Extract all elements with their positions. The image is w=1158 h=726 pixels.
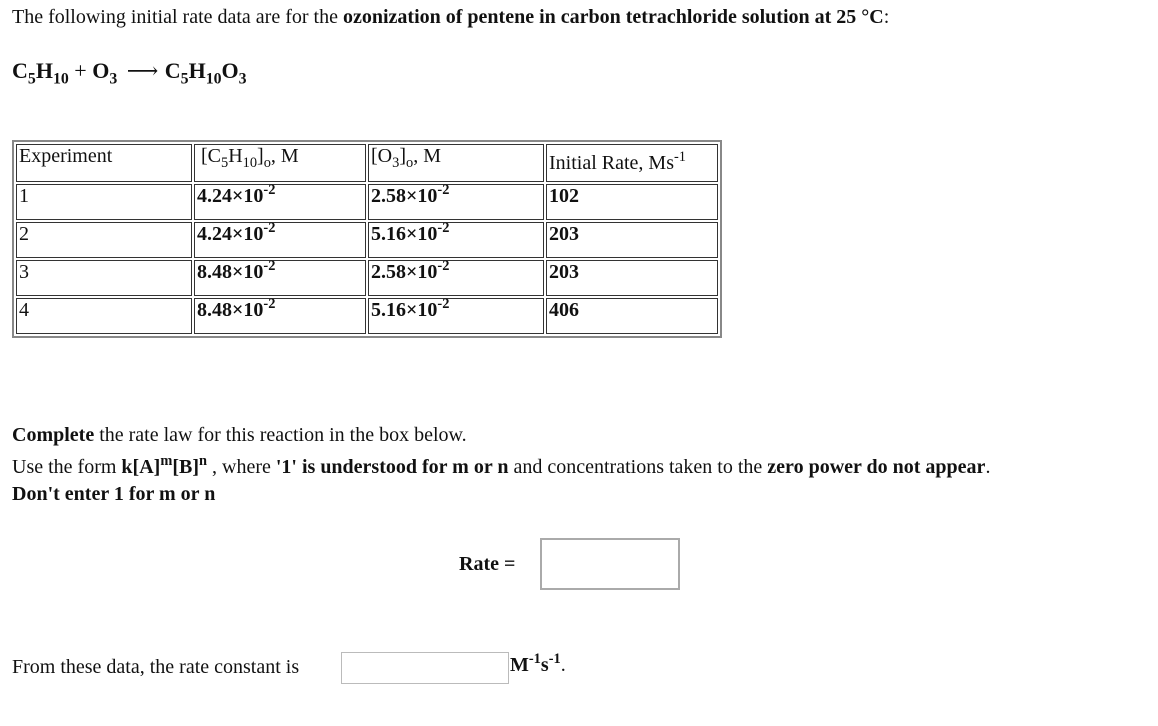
- table-row: [16, 260, 718, 296]
- rate-constant-input[interactable]: [341, 652, 509, 684]
- header-ozone-conc: $[O_3]_o$, M: [368, 144, 544, 182]
- cell-pentene: $4.24\times 10^{-2}$: [194, 184, 366, 220]
- cell-ozone: $5.16\times 10^{-2}$: [368, 222, 544, 258]
- rate-law-form: $k[A]^m[B]^n$: [121, 453, 207, 478]
- rate-label: Rate =: [459, 553, 516, 575]
- cell-rate: 203: [546, 260, 718, 296]
- intro-bold: ozonization of pentene in carbon tetrachloride solution at 25 °C: [342, 6, 884, 28]
- instruction-dont-enter: Don't enter 1 for m or n: [12, 483, 216, 505]
- instruction-form: Use the form $k[A]^m[B]^n$ , where '1' is understood for m or n and concentrations taken to the zero power do not appear.: [12, 453, 991, 478]
- cell-rate: 203: [546, 222, 718, 258]
- cell-rate: 406: [546, 298, 718, 334]
- reactant-ozone: $O_3$: [92, 58, 118, 88]
- table-row: [16, 222, 718, 258]
- table-header-row: [16, 144, 718, 182]
- rate-constant-label: From these data, the rate constant is: [12, 656, 300, 678]
- intro-text: The following initial rate data are for the ozonization of pentene in carbon tetrachloride solution at 25 °C:: [12, 6, 890, 28]
- reaction-arrow-icon: ⟶: [126, 58, 156, 83]
- cell-ozone: $5.16\times 10^{-2}$: [368, 298, 544, 334]
- table-row: [16, 184, 718, 220]
- rate-constant-units: $M^{-1}s^{-1}$.: [510, 651, 566, 676]
- cell-ozone: $2.58\times 10^{-2}$: [368, 184, 544, 220]
- cell-experiment: 2: [16, 222, 192, 258]
- header-pentene-conc: $[C_5H_{10}]_o$, M: [194, 144, 366, 182]
- cell-ozone: $2.58\times 10^{-2}$: [368, 260, 544, 296]
- instruction-complete: Complete the rate law for this reaction in the box below.: [12, 424, 467, 446]
- rate-law-input[interactable]: [540, 538, 680, 590]
- table-row: [16, 298, 718, 334]
- rate-data-table: [12, 140, 722, 338]
- header-initial-rate: Initial Rate, $Ms^{-1}$: [546, 144, 718, 182]
- cell-experiment: 4: [16, 298, 192, 334]
- header-experiment: Experiment: [16, 144, 192, 182]
- cell-rate: 102: [546, 184, 718, 220]
- cell-pentene: $8.48\times 10^{-2}$: [194, 298, 366, 334]
- plus-sign: +: [74, 58, 87, 83]
- reactant-pentene: $C_5H_{10}$: [12, 58, 69, 88]
- cell-pentene: $8.48\times 10^{-2}$: [194, 260, 366, 296]
- cell-pentene: $4.24\times 10^{-2}$: [194, 222, 366, 258]
- cell-experiment: 3: [16, 260, 192, 296]
- product-ozonide: $C_5H_{10}O_3$: [164, 58, 247, 88]
- reaction-equation: [12, 58, 247, 88]
- cell-experiment: 1: [16, 184, 192, 220]
